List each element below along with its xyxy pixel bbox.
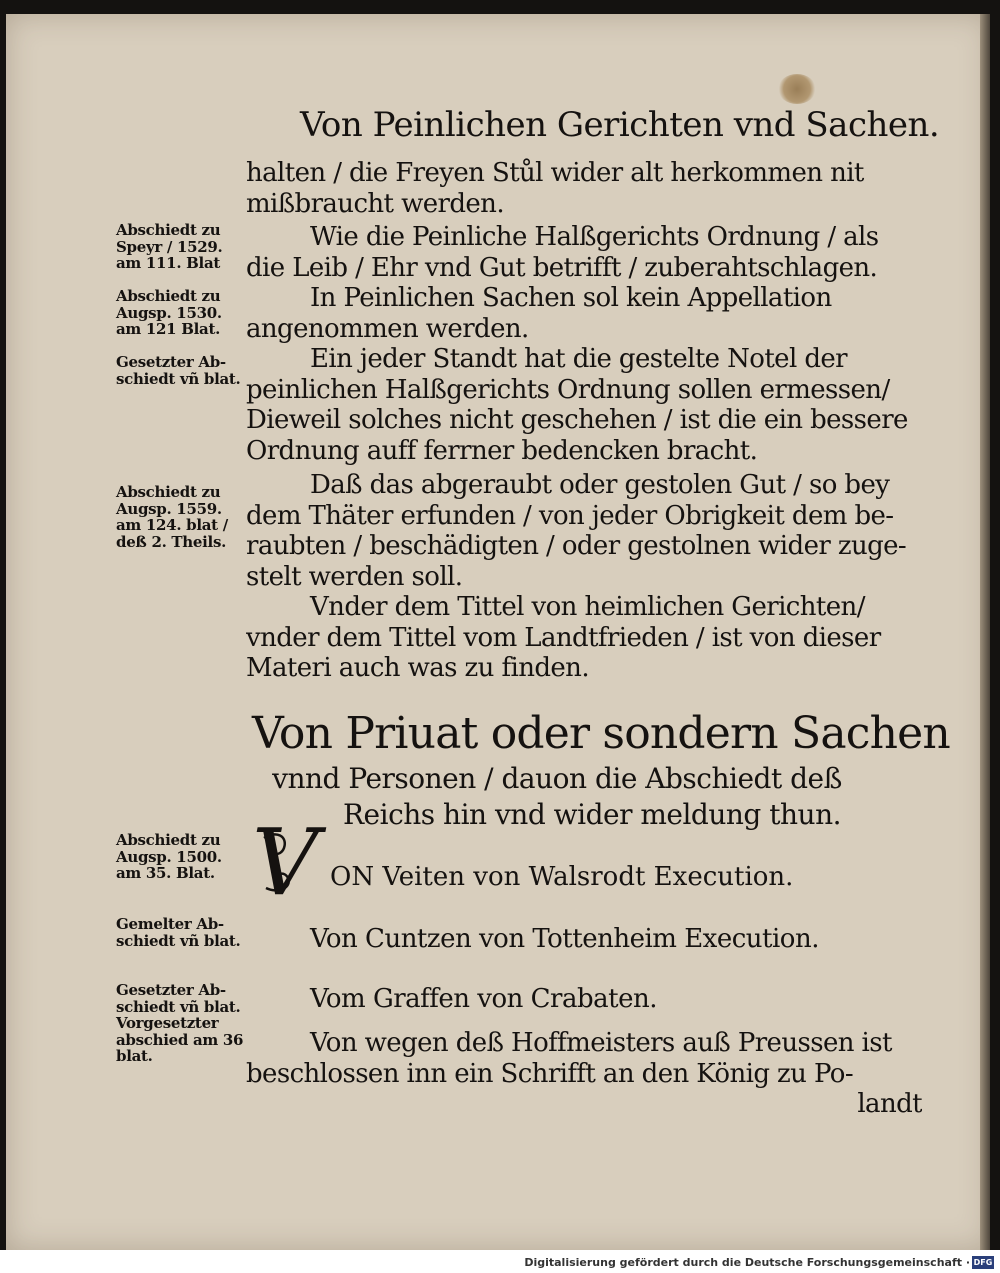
section-title: Von Priuat oder sondern Sachen xyxy=(252,708,950,759)
text-line: vnder dem Tittel vom Landtfrieden / ist von dieser xyxy=(246,622,881,653)
text-line: peinlichen Halßgerichts Ordnung sollen ermessen/ xyxy=(246,374,890,405)
margin-note: Gesetzter Ab- schiedt vñ blat. Vorgesetzter abschied am 36 blat. xyxy=(116,981,244,1065)
text-line: stelt werden soll. xyxy=(246,561,463,592)
page-edge xyxy=(980,14,990,1250)
text-line: mißbraucht werden. xyxy=(246,188,504,219)
body-block-continuation xyxy=(246,158,922,219)
text-line: beschlossen inn ein Schrifft an den König zu Po- xyxy=(246,1058,854,1089)
margin-note: Abschiedt zu Speyr / 1529. am 111. Blat xyxy=(116,221,223,272)
section-subtitle-continued: Reichs hin vnd wider meldung thun. xyxy=(342,798,842,831)
text-line: Vnder dem Tittel von heimlichen Gerichten/ xyxy=(310,592,865,622)
decorated-initial: V xyxy=(252,809,319,916)
margin-note: Abschiedt zu Augsp. 1500. am 35. Blat. xyxy=(116,831,222,882)
text-line: raubten / beschädigten / oder gestolnen wider zuge- xyxy=(246,531,907,561)
text-line: Dieweil solches nicht geschehen / ist die ein bessere xyxy=(246,405,908,435)
entry-tottenheim: Von Cuntzen von Tottenheim Execution. xyxy=(310,924,819,954)
text-line: Von wegen deß Hoffmeisters auß Preussen ist xyxy=(310,1028,892,1058)
catchword: landt xyxy=(857,1089,922,1119)
text-line: Daß das abgeraubt oder gestolen Gut / so bey xyxy=(310,470,890,500)
text-line: In Peinlichen Sachen sol kein Appellation xyxy=(310,283,832,313)
section-subtitle: vnnd Personen / dauon die Abschiedt deß xyxy=(272,762,842,795)
margin-note: Gesetzter Ab- schiedt vñ blat. xyxy=(116,353,241,388)
text-line: Ein jeder Standt hat die gestelte Notel der xyxy=(310,344,848,374)
text-line: dem Thäter erfunden / von jeder Obrigkeit dem be- xyxy=(246,500,894,531)
paragraph-5 xyxy=(246,592,922,684)
text-line: die Leib / Ehr vnd Gut betrifft / zuberahtschlagen. xyxy=(246,252,878,283)
text-line: Materi auch was zu finden. xyxy=(246,653,589,683)
margin-note: Gemelter Ab- schiedt vñ blat. xyxy=(116,915,241,950)
entry-walsrodt: ON Veiten von Walsrodt Execution. xyxy=(330,862,794,892)
running-head: Von Peinlichen Gerichten vnd Sachen. xyxy=(300,105,940,145)
dfg-logo-icon: DFG xyxy=(973,1258,993,1267)
margin-note: Abschiedt zu Augsp. 1530. am 121 Blat. xyxy=(116,287,222,338)
text-line: Ordnung auff ferrner bedencken bracht. xyxy=(246,435,758,466)
text-line: halten / die Freyen Stůl wider alt herkommen nit xyxy=(246,158,864,188)
paragraph-1 xyxy=(246,222,922,283)
paragraph-3 xyxy=(246,344,922,466)
entry-crabaten: Vom Graffen von Crabaten. xyxy=(310,984,657,1014)
margin-note: Abschiedt zu Augsp. 1559. am 124. blat / deß 2. Theils. xyxy=(116,483,228,551)
paragraph-4 xyxy=(246,470,922,592)
paragraph-hoffmeister xyxy=(246,1028,922,1120)
digitization-credit: Digitalisierung gefördert durch die Deutsche Forschungsgemeinschaft · xyxy=(524,1256,970,1269)
paragraph-2 xyxy=(246,283,922,344)
text-line: Wie die Peinliche Halßgerichts Ordnung / als xyxy=(310,222,879,252)
paper-stain xyxy=(778,74,816,104)
footer-bar xyxy=(0,1252,1000,1273)
text-line: angenommen werden. xyxy=(246,313,529,344)
